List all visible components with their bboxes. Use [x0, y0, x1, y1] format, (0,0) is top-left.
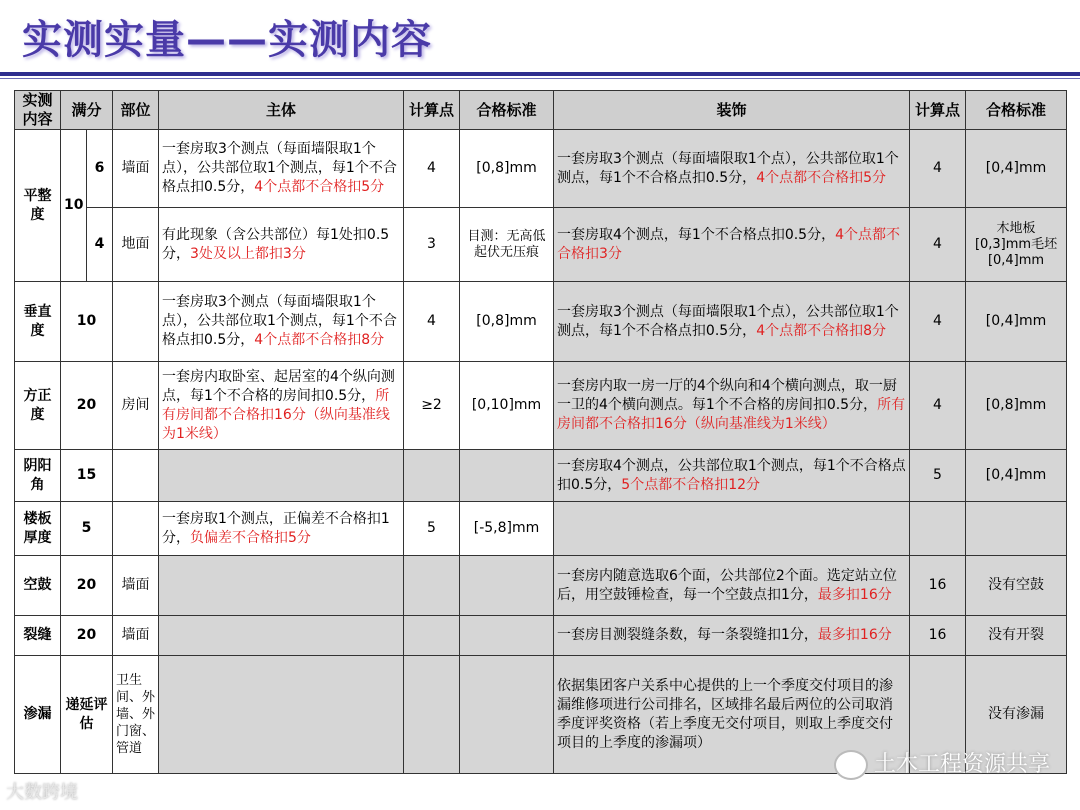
item-name: 楼板厚度 [15, 502, 61, 556]
dec-std: [0,8]mm [966, 362, 1067, 450]
main-count: 3 [404, 208, 460, 282]
part [113, 502, 159, 556]
main-desc: 一套房取3个测点（每面墙限取1个点），公共部位取1个测点，每1个不合格点扣0.5分，4个点都不合格扣5分 [159, 130, 404, 208]
table-row [15, 450, 1067, 502]
dec-desc: 一套房取3个测点（每面墙限取1个点），公共部位取1个测点，每1个不合格点扣0.5分，4个点都不合格扣8分 [554, 282, 910, 362]
table-row [15, 130, 1067, 208]
item-name: 垂直度 [15, 282, 61, 362]
main-desc [159, 556, 404, 616]
main-count: 4 [404, 282, 460, 362]
item-name: 渗漏 [15, 656, 61, 774]
part: 地面 [113, 208, 159, 282]
dec-std: 木地板[0,3]mm毛坯[0,4]mm [966, 208, 1067, 282]
item-score: 5 [61, 502, 113, 556]
dec-std: 没有空鼓 [966, 556, 1067, 616]
dec-desc: 一套房目测裂缝条数，每一条裂缝扣1分，最多扣16分 [554, 616, 910, 656]
main-std: [-5,8]mm [460, 502, 554, 556]
dec-count: 16 [910, 616, 966, 656]
dec-count: 4 [910, 208, 966, 282]
main-std: 目测：无高低起伏无压痕 [460, 208, 554, 282]
header-dstandard: 合格标准 [966, 91, 1067, 130]
item-score: 20 [61, 556, 113, 616]
dec-count: 4 [910, 282, 966, 362]
main-std [460, 656, 554, 774]
part [113, 450, 159, 502]
header-part: 部位 [113, 91, 159, 130]
source-watermark: 大数跨境 [6, 782, 78, 803]
title-divider [0, 72, 1080, 76]
dec-std: [0,4]mm [966, 450, 1067, 502]
main-count [404, 616, 460, 656]
main-count: 5 [404, 502, 460, 556]
main-desc: 有此现象（含公共部位）每1处扣0.5分，3处及以上都扣3分 [159, 208, 404, 282]
table-row [15, 208, 1067, 282]
page-title: 实测实量——实测内容 [22, 17, 432, 63]
main-desc: 一套房内取卧室、起居室的4个纵向测点，每1个不合格的房间扣0.5分，所有房间都不合格扣16分（纵向基准线为1米线） [159, 362, 404, 450]
dec-count: 16 [910, 556, 966, 616]
header-dcount: 计算点 [910, 91, 966, 130]
header-main: 主体 [159, 91, 404, 130]
dec-desc: 依据集团客户关系中心提供的上一个季度交付项目的渗漏维修项进行公司排名，区域排名最后两位的公司取消季度评奖资格（若上季度无交付项目，则取上季度交付项目的上季度的渗漏项） [554, 656, 910, 774]
item-name: 方正度 [15, 362, 61, 450]
dec-std [966, 502, 1067, 556]
main-desc [159, 450, 404, 502]
main-std: [0,8]mm [460, 282, 554, 362]
item-name: 空鼓 [15, 556, 61, 616]
main-std: [0,10]mm [460, 362, 554, 450]
part: 墙面 [113, 556, 159, 616]
main-count [404, 556, 460, 616]
main-std [460, 450, 554, 502]
main-count [404, 656, 460, 774]
dec-desc: 一套房内随意选取6个面，公共部位2个面。选定站立位后，用空鼓锤检查，每一个空鼓点扣1分，最多扣16分 [554, 556, 910, 616]
part: 卫生间、外墙、外门窗、管道 [113, 656, 159, 774]
dec-count [910, 502, 966, 556]
item-score: 20 [61, 362, 113, 450]
dec-std: 没有开裂 [966, 616, 1067, 656]
dec-desc [554, 502, 910, 556]
main-desc: 一套房取3个测点（每面墙限取1个点），公共部位取1个测点，每1个不合格点扣0.5分，4个点都不合格扣8分 [159, 282, 404, 362]
main-desc [159, 616, 404, 656]
main-count [404, 450, 460, 502]
header-content: 实测内容 [15, 91, 61, 130]
item-name: 平整度 [15, 130, 61, 282]
measurement-table [14, 90, 1067, 774]
header-score: 满分 [61, 91, 113, 130]
item-score: 10 [61, 282, 113, 362]
main-std [460, 616, 554, 656]
item-name: 阴阳角 [15, 450, 61, 502]
part: 墙面 [113, 616, 159, 656]
item-score: 递延评估 [61, 656, 113, 774]
main-std [460, 556, 554, 616]
header-standard: 合格标准 [460, 91, 554, 130]
main-desc [159, 656, 404, 774]
dec-desc: 一套房取4个测点，公共部位取1个测点，每1个不合格点扣0.5分，5个点都不合格扣12分 [554, 450, 910, 502]
dec-std: 没有渗漏 [966, 656, 1067, 774]
sub-score: 6 [87, 130, 113, 208]
dec-count: 4 [910, 362, 966, 450]
main-count: 4 [404, 130, 460, 208]
watermark [834, 747, 1050, 780]
header-decoration: 装饰 [554, 91, 910, 130]
header-count: 计算点 [404, 91, 460, 130]
item-score: 15 [61, 450, 113, 502]
table-row [15, 282, 1067, 362]
wechat-icon [834, 750, 868, 780]
table-row [15, 362, 1067, 450]
dec-count: 5 [910, 450, 966, 502]
main-desc: 一套房取1个测点，正偏差不合格扣1分，负偏差不合格扣5分 [159, 502, 404, 556]
header-row [15, 91, 1067, 130]
dec-desc: 一套房取3个测点（每面墙限取1个点），公共部位取1个测点，每1个不合格点扣0.5分，4个点都不合格扣5分 [554, 130, 910, 208]
part [113, 282, 159, 362]
dec-std: [0,4]mm [966, 130, 1067, 208]
title-divider-thin [0, 78, 1080, 79]
dec-std: [0,4]mm [966, 282, 1067, 362]
sub-score: 4 [87, 208, 113, 282]
part: 墙面 [113, 130, 159, 208]
item-score: 20 [61, 616, 113, 656]
main-std: [0,8]mm [460, 130, 554, 208]
main-count: ≥2 [404, 362, 460, 450]
dec-count: 4 [910, 130, 966, 208]
dec-desc: 一套房取4个测点，每1个不合格点扣0.5分，4个点都不合格扣3分 [554, 208, 910, 282]
table-row [15, 556, 1067, 616]
watermark-text: 土木工程资源共享 [873, 752, 1050, 777]
item-name: 裂缝 [15, 616, 61, 656]
part: 房间 [113, 362, 159, 450]
dec-desc: 一套房内取一房一厅的4个纵向和4个横向测点，取一厨一卫的4个横向测点。每1个不合格的房间扣0.5分，所有房间都不合格扣16分（纵向基准线为1米线） [554, 362, 910, 450]
table-row [15, 616, 1067, 656]
table-row [15, 502, 1067, 556]
item-score: 10 [61, 130, 87, 282]
